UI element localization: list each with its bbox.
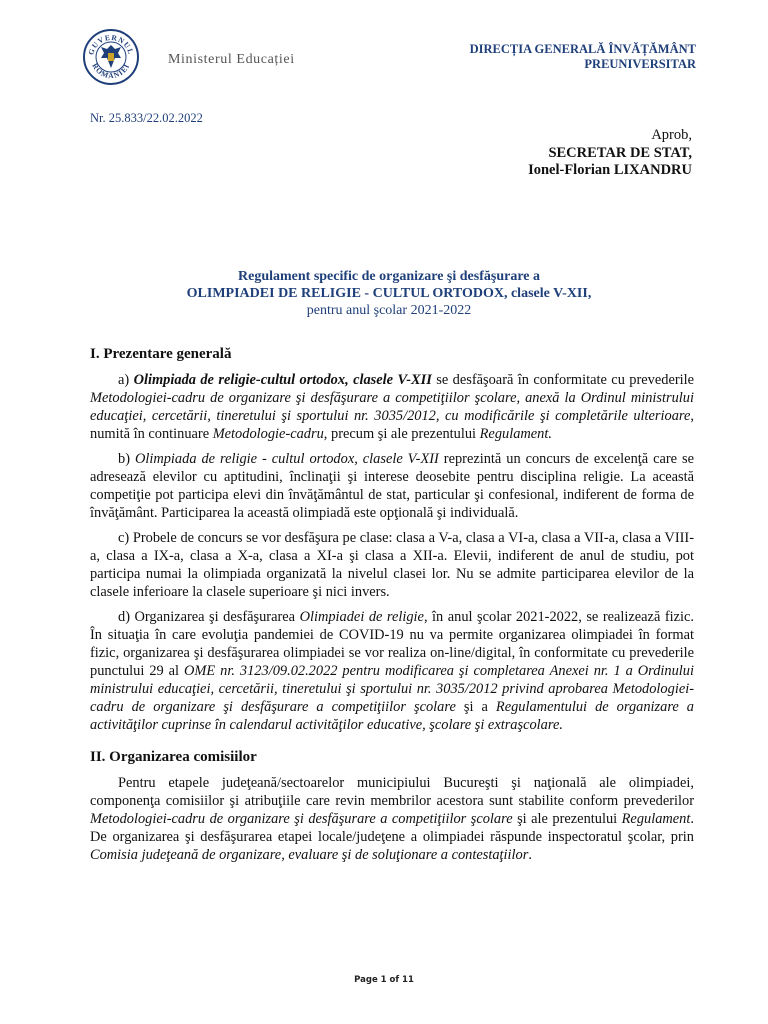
direction-name <box>470 42 696 72</box>
paragraph-d-ome: OME nr. 3123/09.02.2022 pentru modificarea şi completarea Anexei nr. 1 a Ordinului ministrului educaţiei, cercetării, tineretului şi sportului nr. 3035/2012 privind aprobarea Metodologiei-cadru de organizare şi desfăşurare a competiţiilor şcolare <box>90 663 694 715</box>
paragraph-d-text3: şi a <box>455 699 496 715</box>
approval-block <box>528 127 692 180</box>
paragraph-d-text2: , în anul şcolar 2021-2022, se realizează fizic. În situaţia în care evoluţia pandemiei de COVID-19 nu va permite organizarea olimpiadei în format fizic, organizarea şi desfăşurarea olimpiadei se vor realiza on-line/digital, în conformitate cu prevederile punctului 29 al <box>90 609 694 679</box>
government-emblem-icon <box>82 28 160 86</box>
title-line3: pentru anul şcolar 2021-2022 <box>306 303 472 318</box>
approval-line1: Aprob, <box>651 127 692 143</box>
paragraph-a-text3: , precum şi ale prezentului <box>323 426 480 442</box>
title-line2: OLIMPIADEI DE RELIGIE - CULTUL ORTODOX, clasele V-XII, <box>186 286 592 301</box>
commissions-committee: Comisia judeţeană de organizare, evaluare şi de soluţionare a contestaţiilor <box>90 847 529 863</box>
document-title <box>80 268 698 319</box>
paragraph-d <box>90 608 694 734</box>
paragraph-d-olympiad-name: Olimpiadei de religie <box>299 609 424 625</box>
paragraph-a <box>90 371 694 443</box>
svg-text:ROMÂNIEI: ROMÂNIEI <box>90 61 132 81</box>
paragraph-a-methodology: Metodologiei-cadru de organizare şi desfăşurare a competiţiilor şcolare, anexă la Ordinul ministrului educaţiei, cercetării, tineretului şi sportului nr. 3035/2012, cu modificările şi completările ulterioare <box>90 390 694 424</box>
approval-line3: Ionel-Florian LIXANDRU <box>528 162 692 178</box>
commissions-methodology: Metodologiei-cadru de organizare şi desfăşurare a competiţiilor şcolare <box>90 811 513 827</box>
paragraph-d-text: d) Organizarea şi desfăşurarea <box>118 609 300 625</box>
paragraph-a-olympiad-name: Olimpiada de religie-cultul ortodox, clasele V-XII <box>133 372 432 388</box>
paragraph-b-text: reprezintă un concurs de excelenţă care se adresează elevilor cu aptitudini, înclinaţii şi interese deosebite pentru disciplina religie. La această competiţie pot participa elevi din învăţământul de stat, particular şi confesional, indiferent de forma de învăţământ. Participarea la această olimpiadă este opţională şi individuală. <box>90 451 694 521</box>
document-body <box>90 345 694 871</box>
paragraph-a-text2: , numită în continuare <box>90 408 694 442</box>
direction-line2: PREUNIVERSITAR <box>584 57 696 71</box>
approval-line2: SECRETAR DE STAT, <box>548 144 692 161</box>
paragraph-b-label: b) <box>118 451 135 467</box>
paragraph-c: c) Probele de concurs se vor desfăşura pe clase: clasa a V-a, clasa a VI-a, clasa a VII-a, clasa a VIII-a, clasa a IX-a, clasa a X-a, clasa a XI-a şi clasa a XII-a. Elevii, indiferent de anul de studiu, pot participa numai la olimpiada organizată la nivelul clasei lor. Nu se admite participarea elevilor de la clasele inferioare la clasele superioare şi nici invers. <box>90 530 694 600</box>
commissions-regulation: Regulament <box>621 811 691 827</box>
paragraph-b <box>90 450 694 522</box>
ministry-name: Ministerul Educației <box>168 52 295 67</box>
paragraph-a-regulation: Regulament. <box>479 426 552 442</box>
commissions-text2: şi ale prezentului <box>512 811 622 827</box>
paragraph-a-text: se desfăşoară în conformitate cu prevederile <box>431 372 695 388</box>
page-number: Page 1 of 11 <box>354 975 414 985</box>
commissions-text: Pentru etapele judeţeană/sectoarelor municipiului Bucureşti şi naţională ale olimpiadei, componenţa comisiilor şi atribuţiile care revin membrilor acestora sunt stabilite conform prevederilor <box>90 775 694 809</box>
paragraph-b-olympiad-name: Olimpiada de religie - cultul ortodox, clasele V-XII <box>134 451 439 467</box>
direction-line1: DIRECȚIA GENERALĂ ÎNVĂȚĂMÂNT <box>469 42 696 56</box>
paragraph-a-label: a) <box>118 372 134 388</box>
paragraph-commissions <box>90 774 694 864</box>
page-header <box>82 28 696 88</box>
document-number: Nr. 25.833/22.02.2022 <box>90 111 203 125</box>
section1-heading: I. Prezentare generală <box>90 346 232 362</box>
section2-heading: II. Organizarea comisiilor <box>90 749 257 765</box>
commissions-end: . <box>528 847 532 863</box>
paragraph-d-regulation: Regulamentului de organizare a activităţilor cuprinse în calendarul activităţilor educative, şcolare şi extraşcolare. <box>90 699 694 733</box>
commissions-text3: . De organizarea şi desfăşurarea etapei locale/judeţene a olimpiadei răspunde inspectoratul şcolar, prin <box>90 811 694 845</box>
title-line1: Regulament specific de organizare şi desfăşurare a <box>238 269 540 284</box>
svg-text:GUVERNUL: GUVERNUL <box>86 32 136 56</box>
paragraph-a-term: Metodologie-cadru <box>212 426 324 442</box>
